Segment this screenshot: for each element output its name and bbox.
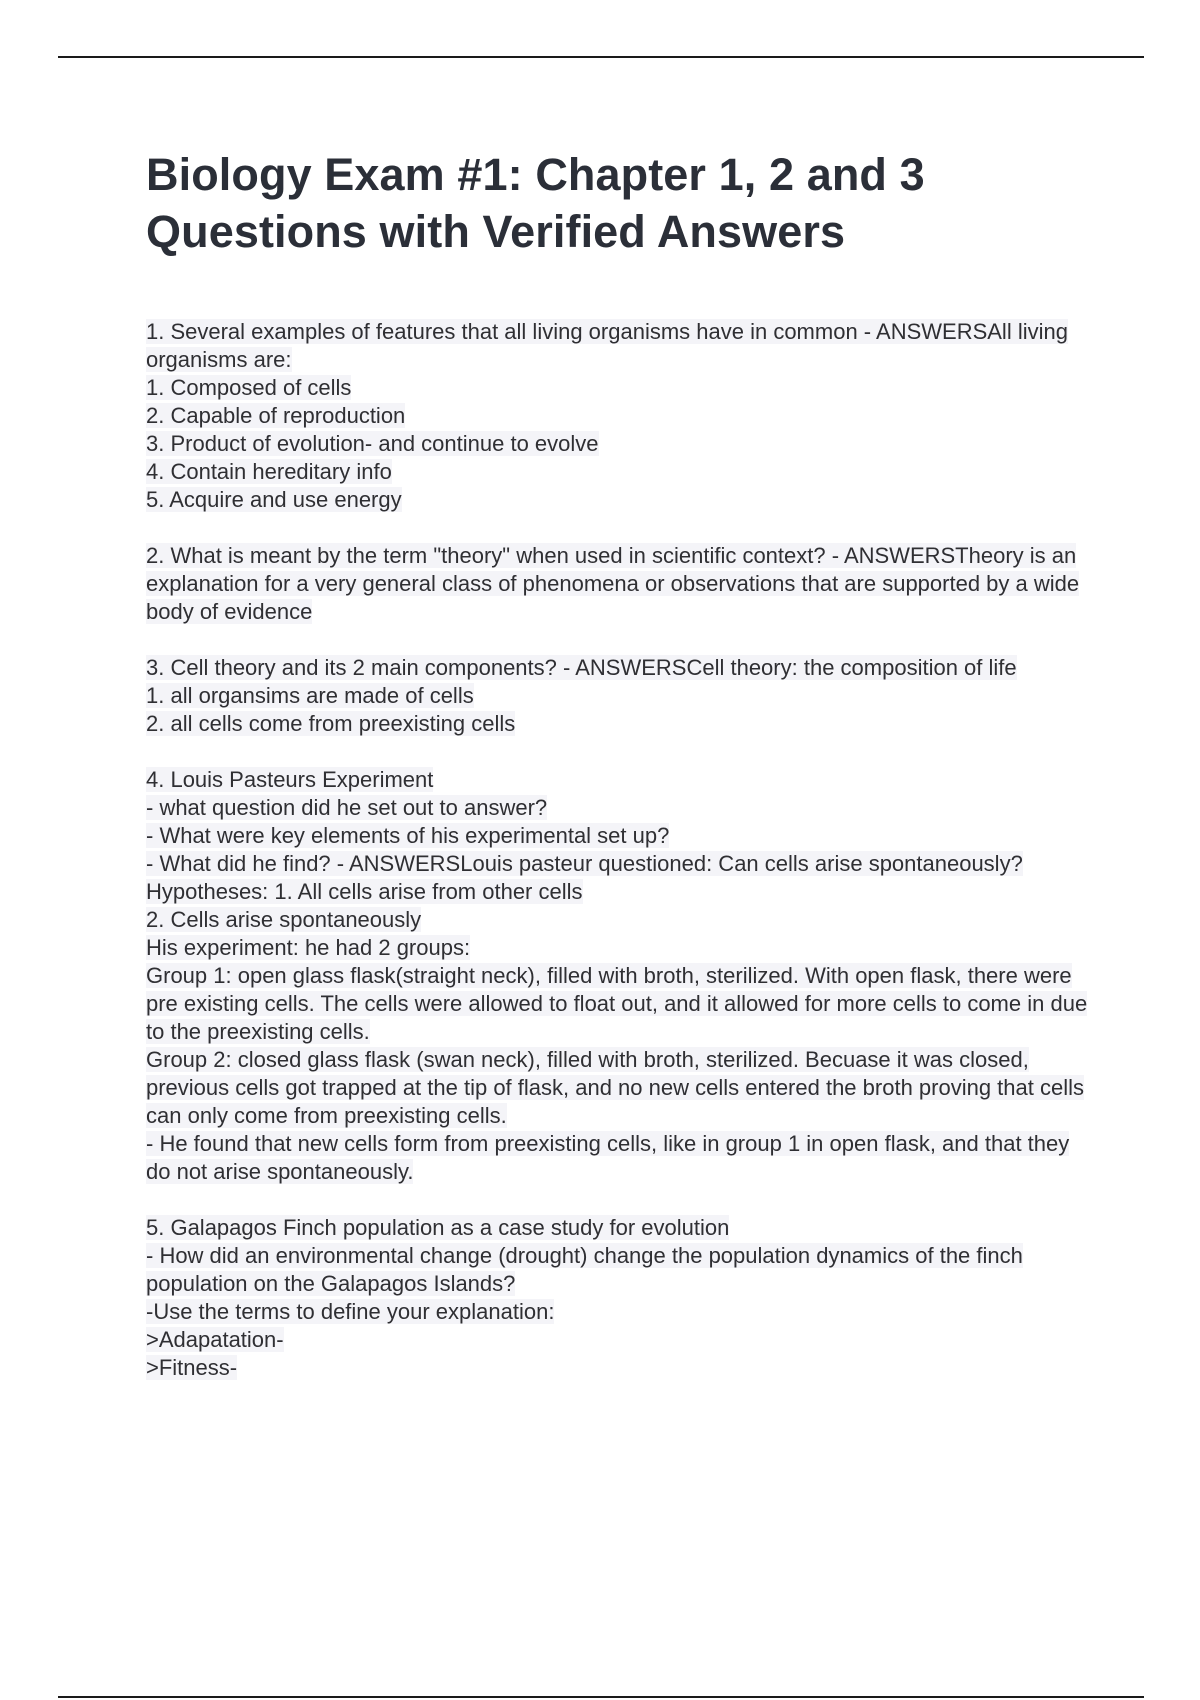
qa-line: 2. Capable of reproduction <box>146 403 406 428</box>
qa-line: 4. Louis Pasteurs Experiment <box>146 767 434 792</box>
qa-line: - What did he find? - ANSWERSLouis pasteur questioned: Can cells arise spontaneously? <box>146 851 1023 876</box>
qa-line: - what question did he set out to answer? <box>146 795 548 820</box>
qa-line: 3. Product of evolution- and continue to evolve <box>146 431 599 456</box>
qa-line: His experiment: he had 2 groups: <box>146 935 471 960</box>
bottom-rule <box>58 1696 1144 1698</box>
qa-line: 5. Acquire and use energy <box>146 487 402 512</box>
qa-line: 2. What is meant by the term "theory" when used in scientific context? - ANSWERSTheory is an explanation for a very general class of phenomena or observations that are supported by a wide body of evidence <box>146 543 1080 624</box>
qa-item-5 <box>146 1214 1096 1382</box>
qa-line: 1. all organsims are made of cells <box>146 683 474 708</box>
qa-line: - How did an environmental change (drought) change the population dynamics of the finch population on the Galapagos Islands? <box>146 1243 1023 1296</box>
qa-item-1 <box>146 318 1096 514</box>
qa-line: >Adapatation- <box>146 1327 284 1352</box>
qa-line: 2. Cells arise spontaneously <box>146 907 422 932</box>
qa-line: - He found that new cells form from preexisting cells, like in group 1 in open flask, and that they do not arise spontaneously. <box>146 1131 1070 1184</box>
qa-line: - What were key elements of his experimental set up? <box>146 823 670 848</box>
qa-line: 3. Cell theory and its 2 main components? - ANSWERSCell theory: the composition of life <box>146 655 1017 680</box>
qa-line: -Use the terms to define your explanation: <box>146 1299 555 1324</box>
qa-line: Group 1: open glass flask(straight neck), filled with broth, sterilized. With open flask, there were pre existing cells. The cells were allowed to float out, and it allowed for more cells to come in due to the preexisting cells. <box>146 963 1088 1044</box>
qa-line: Hypotheses: 1. All cells arise from other cells <box>146 879 583 904</box>
document-title: Biology Exam #1: Chapter 1, 2 and 3 Questions with Verified Answers <box>146 149 925 257</box>
qa-line: Group 2: closed glass flask (swan neck), filled with broth, sterilized. Becuase it was closed, previous cells got trapped at the tip of flask, and no new cells entered the broth proving that cells can only come from preexisting cells. <box>146 1047 1084 1128</box>
top-rule <box>58 56 1144 58</box>
qa-item-2 <box>146 542 1096 626</box>
qa-line: 2. all cells come from preexisting cells <box>146 711 516 736</box>
qa-item-3 <box>146 654 1096 738</box>
document-body <box>146 146 1096 1410</box>
qa-line: 5. Galapagos Finch population as a case study for evolution <box>146 1215 730 1240</box>
qa-item-4 <box>146 766 1096 1186</box>
qa-line: 4. Contain hereditary info <box>146 459 392 484</box>
qa-line: 1. Several examples of features that all living organisms have in common - ANSWERSAll living organisms are: <box>146 319 1068 372</box>
qa-line: >Fitness- <box>146 1355 238 1380</box>
qa-line: 1. Composed of cells <box>146 375 352 400</box>
